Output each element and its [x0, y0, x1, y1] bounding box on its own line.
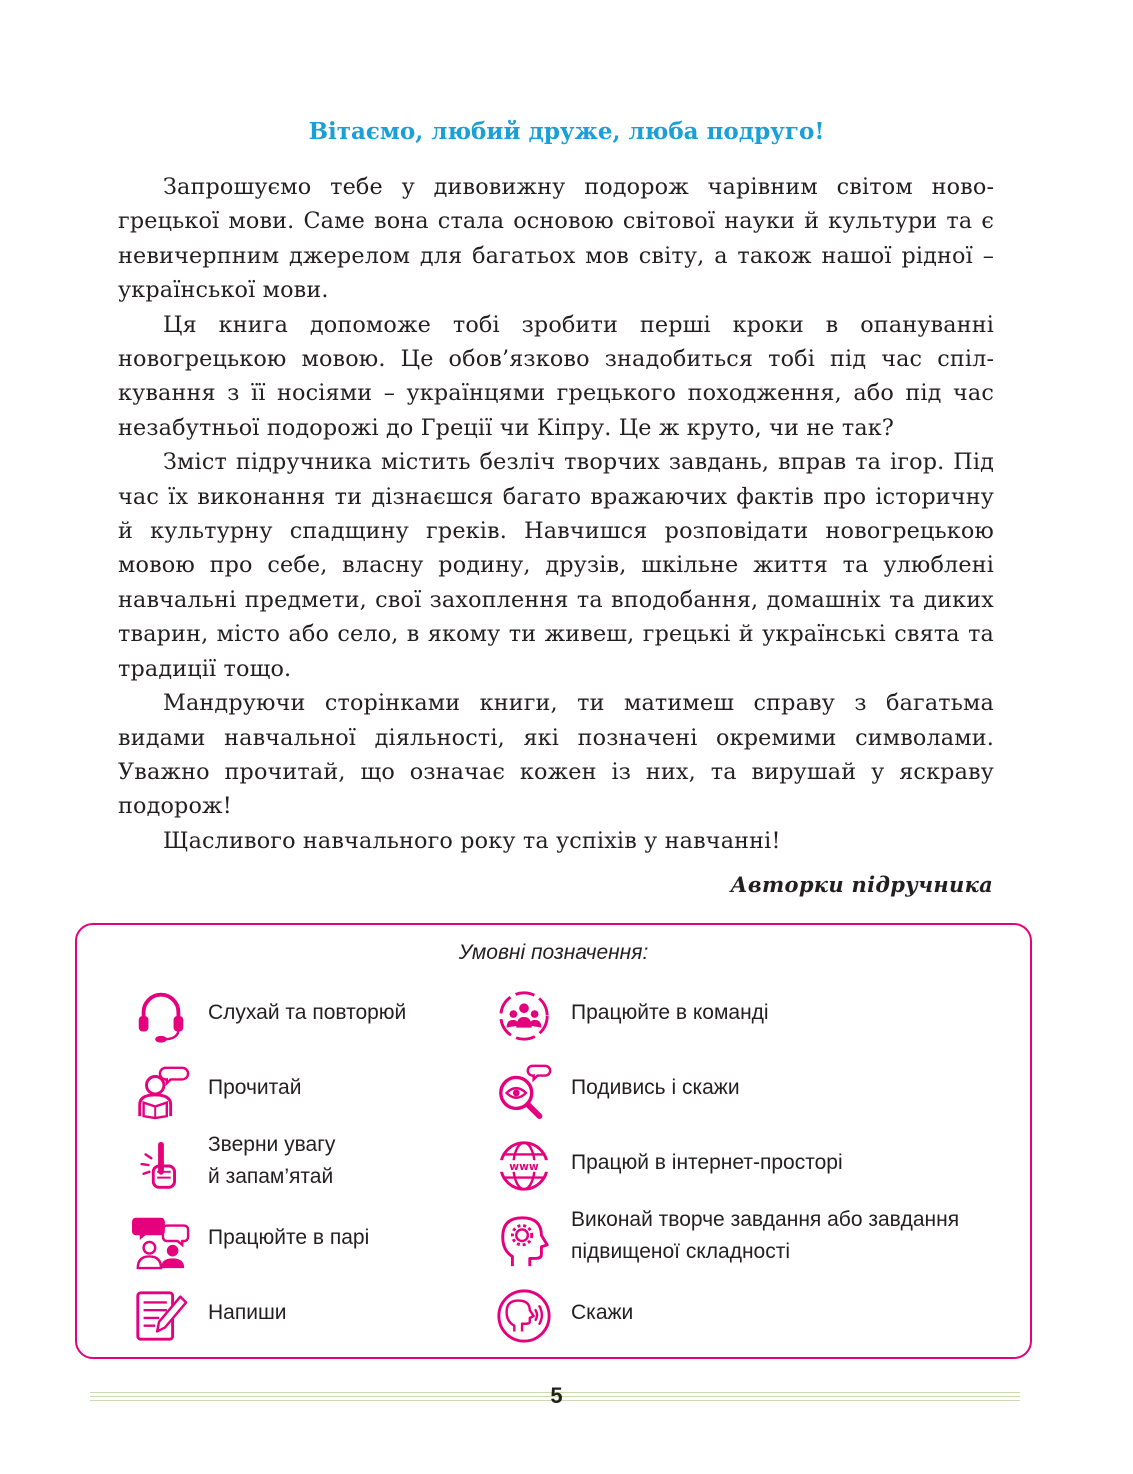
page-number: 5 [550, 1383, 563, 1408]
svg-text:www: www [509, 1159, 539, 1173]
legend-label: підвищеної складності [571, 1240, 791, 1263]
legend-box [75, 923, 1032, 1359]
write-pencil-icon [132, 1287, 190, 1345]
paragraph: Запрошуємо тебе у дивовижну подорож чарівним світом новогрецької мови. Саме вона стала основою світової науки й культури та є невичерпним джерелом для багатьох мов світу, а також нашої рідної – української мови. [118, 174, 994, 304]
headphones-icon [132, 987, 190, 1045]
speaking-head-icon [495, 1287, 553, 1345]
legend-label: й запам’ятай [208, 1165, 334, 1188]
legend-label: Прочитай [208, 1076, 302, 1099]
signature: Авторки підручника [730, 872, 993, 897]
head-gear-icon [495, 1212, 553, 1270]
paragraph: Щасливого навчального року та успіхів у навчанні! [163, 827, 781, 854]
team-icon [495, 987, 553, 1045]
reading-person-icon [132, 1062, 190, 1120]
legend-label: Подивись і скажи [571, 1076, 740, 1099]
legend-label: Слухай та повторюй [208, 1001, 407, 1024]
paragraph: Зміст підручника містить безліч творчих завдань, вправ та ігор. Під час їх виконання ти дізнаєшся багато вражаючих фактів про історичну й культурну спадщину греків. Навчишся розповідати новогрецькою мовою про себе, власну родину, друзів, шкільне життя та улюблені навчальні предмети, свої захоплення та вподобання, домашніх та диких тварин, місто або село, в якому ти живеш, грецькі й українські свята та традиції тощо. [118, 449, 994, 682]
legend-title: Умовні позначення: [458, 941, 649, 964]
legend-label: Працюйте в парі [208, 1226, 370, 1249]
legend-label: Виконай творче завдання або завдання [571, 1208, 960, 1231]
page-title: Вітаємо, любий друже, люба подруго! [308, 118, 825, 145]
paragraph: Ця книга допоможе тобі зробити перші кроки в опануванні новогрецькою мовою. Це обов’язково знадобиться тобі під час спілкування з її носіями – українцями грецького походження, або під час незабутньої подорожі до Греції чи Кіпру. Це ж круто, чи не так? [118, 311, 994, 441]
eye-magnifier-icon [495, 1062, 553, 1120]
intro-text [118, 170, 994, 858]
legend-label: Працюй в інтернет-просторі [571, 1151, 843, 1174]
globe-www-icon [495, 1137, 553, 1195]
legend-label: Скажи [571, 1301, 634, 1324]
paragraph: Мандруючи сторінками книги, ти матимеш справу з багатьма видами навчальної діяльності, які позначені окремими символами. Уважно прочитай, що означає кожен із них, та вирушай у яскраву подорож! [118, 690, 994, 820]
legend-label: Напиши [208, 1301, 287, 1324]
pair-dialogue-icon [132, 1212, 190, 1270]
legend-label: Зверни увагу [208, 1133, 336, 1156]
legend-label: Працюйте в команді [571, 1001, 769, 1024]
pointing-hand-icon [132, 1137, 190, 1195]
